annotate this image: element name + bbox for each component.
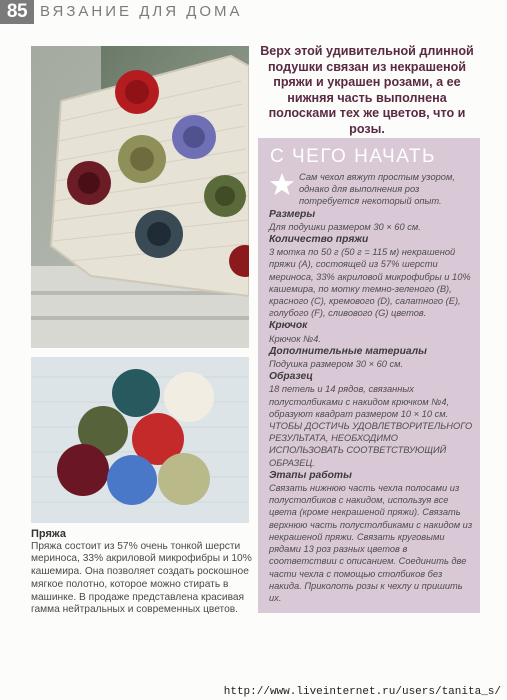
section-heading-materials: Дополнительные материалы — [269, 345, 427, 357]
section-text-gauge: 18 петель и 14 рядов, связанных полустолбиками с накидом крючком №4, образуют квадрат размером 10 × 10 см. ЧТОБЫ ДОСТИЧЬ УДОВЛЕТВОРИТЕЛЬНОГО РЕЗУЛЬТАТА, НЕОБХОДИМО ИСПОЛЬЗОВАТЬ СООТВЕТСТВУЮЩИЙ ОБРАЗЕЦ. — [269, 384, 473, 468]
section-heading-gauge: Образец — [269, 371, 313, 383]
intro-text: Верх этой удивительной длинной подушки связан из некрашеной пряжи и украшен розами, а ее нижняя часть выполнена полосками тех же цветов, что и розы. — [260, 44, 474, 136]
yarn-photo — [31, 357, 249, 523]
section-text-materials: Подушка размером 30 × 60 см. — [269, 359, 404, 370]
getting-started-panel — [258, 138, 480, 613]
yarn-caption-title: Пряжа — [31, 528, 66, 540]
panel-lead: Сам чехол вяжут простым узором, однако для выполнения роз потребуется некоторый опыт. — [299, 172, 455, 207]
section-heading-steps: Этапы работы — [269, 469, 352, 481]
page-number: 85 — [0, 0, 34, 24]
source-url[interactable]: http://www.liveinternet.ru/users/tanita_s/ — [223, 686, 501, 698]
cushion-photo — [31, 46, 249, 348]
yarn-caption-text: Пряжа состоит из 57% очень тонкой шерсти мериноса, 33% акриловой микрофибры и 10% кашемира. Она позволяет создать роскошное мягкое полотно, которое можно стирать в машинке. В продаже представлена красивая гамма нейтральных и современных цветов. — [31, 540, 252, 616]
section-heading-yarn-amount: Количество пряжи — [269, 234, 369, 246]
panel-title: С ЧЕГО НАЧАТЬ — [270, 146, 436, 167]
section-heading-size: Размеры — [269, 208, 316, 220]
section-text-hook: Крючок №4. — [269, 333, 321, 344]
section-heading-hook: Крючок — [269, 320, 308, 332]
section-text-size: Для подушки размером 30 × 60 см. — [269, 221, 421, 232]
yarn-caption — [31, 528, 256, 617]
section-title: ВЯЗАНИЕ ДЛЯ ДОМА — [40, 3, 243, 20]
section-text-steps: Связать нижнюю часть чехла полосами из полустолбиков с накидом, используя все цвета (кроме некрашеной пряжи). Связать верхнюю часть полустолбиками с накидом из некрашеной пряжи. Связать круговыми рядами 13 роз разных цветов в соответствии с описанием. Соединить две части чехла с помощью столбиков без накида. Приколоть розы к чехлу и пришить их. — [269, 483, 473, 603]
panel-body — [269, 171, 475, 604]
star-icon — [269, 172, 295, 196]
section-text-yarn-amount: 3 мотка по 50 г (50 г = 115 м) некрашеной пряжи (А), состоящей из 57% шерсти мериноса, 33% акриловой микрофибры и 10% кашемира, по мотку темно-зеленого (В), красного (С), кремового (D), салатного (Е), голубого (F), сливового (G) цветов. — [269, 247, 471, 319]
